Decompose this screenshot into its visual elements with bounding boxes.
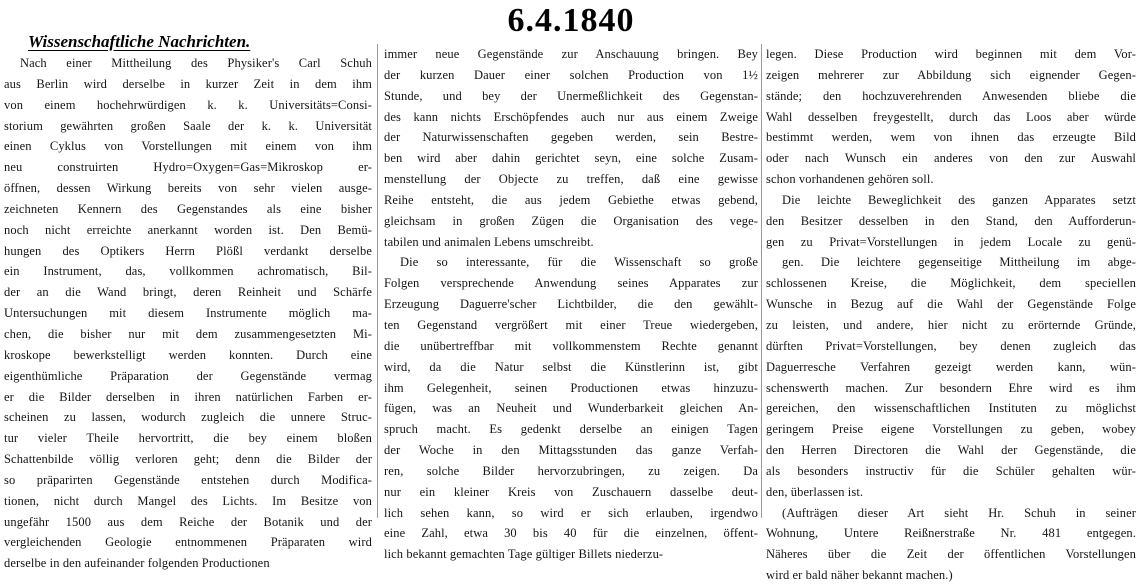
text-line: er die Bilder derselben in ihren natürlichen Farben er-: [4, 389, 372, 404]
text-line: dürften Privat=Vorstellungen, bey denen zugleich das: [766, 338, 1136, 353]
text-line: schon vorhandenen gehören soll.: [766, 172, 934, 187]
text-line: schenswerth machen. Zur besondern Ehre wird es ihm: [766, 380, 1136, 395]
text-column-2: [384, 44, 758, 565]
text-line: Stunde, und bey der Unermeßlichkeit des Gegenstan-: [384, 88, 758, 103]
text-line: die unübertreffbar mit vollkommenstem Rechte genannt: [384, 338, 758, 353]
text-line: ren, solche Bilder hervorzubringen, zu zeigen. Da: [384, 463, 758, 478]
text-line: Daguerresche Verfahren gezeigt werden kann, wün-: [766, 359, 1136, 374]
text-line: tionen, nicht durch Mangel des Lichts. Im Besitze von: [4, 493, 372, 508]
text-line: lich sehen kann, so wird er sich erlauben, irgendwo: [384, 505, 758, 520]
text-line: aus Berlin wird derselbe in kurzer Zeit in dem ihm: [4, 76, 372, 91]
column-divider: [377, 44, 378, 518]
text-line: ten Gegenstand vergrößert mit einer Treue wiedergeben,: [384, 317, 758, 332]
text-line: tur vieler Theile hervortritt, die bey einem bloßen: [4, 431, 372, 446]
text-line: Die leichte Beweglichkeit des ganzen Apparates setzt: [782, 192, 1136, 207]
text-line: der Naturwissenschaften gegeben werden, sein Bestre-: [384, 130, 758, 145]
text-line: einen Cyklus von Vorstellungen mit einem von ihm: [4, 139, 372, 154]
text-line: derselbe in den aufeinander folgenden Productionen: [4, 556, 270, 571]
text-column-3: [766, 44, 1136, 586]
text-line: fügen, was an Neuheit und Wunderbarkeit gleichen An-: [384, 401, 758, 416]
text-line: stände; den hochzuverehrenden Anwesenden bliebe die: [766, 88, 1136, 103]
text-line: legen. Diese Production wird beginnen mit dem Vor-: [766, 47, 1136, 61]
text-column-1: [4, 53, 372, 574]
text-line: noch nicht erreichte anerkannt worden ist. Den Bemü-: [4, 222, 372, 237]
text-line: Folgen versprechende Anwendung seines Apparates zur: [384, 276, 758, 291]
text-line: geringem Preise eigene Vorstellungen zu geben, wobey: [766, 422, 1136, 437]
text-line: ungefähr 1500 aus dem Reiche der Botanik und der: [4, 514, 372, 529]
text-line: Erzeugung Daguerre'scher Lichtbilder, die den gewählt-: [384, 297, 758, 312]
text-line: gen zu Privat=Vorstellungen in jedem Locale zu genü-: [766, 234, 1136, 249]
text-line: oder nach Wunsch ein anderes von den zur Auswahl: [766, 151, 1136, 166]
column-divider: [761, 44, 762, 518]
text-line: storium gewährten großen Saale der k. k. Universität: [4, 118, 372, 133]
text-line: des kann nichts Erschöpfendes auch nur aus einem Zweige: [384, 109, 758, 124]
text-line: so präparirten Gegenstände entstehen durch Modifica-: [4, 472, 372, 487]
text-line: gleichsam in großen Zügen die Organisation des vege-: [384, 213, 758, 228]
text-line: vergleichenden Geologie entnommenen Präparaten wird: [4, 535, 372, 550]
text-line: spruch macht. Es gedenkt derselbe an einigen Tagen: [384, 422, 758, 437]
text-line: den Herren Directoren die Wahl der Gegenstände, die: [766, 443, 1136, 458]
text-line: Untersuchungen mit diesem Instrumente möglich ma-: [4, 306, 372, 321]
text-line: neu construirten Hydro=Oxygen=Gas=Mikroskop er-: [4, 160, 372, 175]
page-date: 6.4.1840: [507, 2, 635, 39]
text-line: der Woche in den Mittagsstunden das ganze Verfah-: [384, 443, 758, 458]
text-line: der an die Wand bringt, deren Reinheit und Schärfe: [4, 285, 372, 300]
text-line: der kurzen Dauer einer solchen Production von 1½: [384, 67, 758, 82]
text-line: zeichneten Kennern des Gegenstandes als eine bisher: [4, 201, 372, 216]
text-line: zu leisten, und andere, hier nicht zu erörternde Gründe,: [766, 317, 1136, 332]
text-line: Wohnung, Untere Reißnerstraße Nr. 481 entgegen.: [766, 526, 1136, 541]
text-line: als besonders instructiv für die Schüler gehalten wür-: [766, 463, 1136, 478]
text-line: eigenthümliche Präparation der Gegenstände vermag: [4, 368, 372, 383]
text-line: bestimmt werden, wem von ihnen das erzeugte Bild: [766, 130, 1136, 145]
text-line: Wunsche in Bezug auf die Wahl der Gegenstände Folge: [766, 297, 1136, 312]
text-line: immer neue Gegenstände zur Anschauung bringen. Bey: [384, 47, 758, 61]
text-line: Wahl desselben freygestellt, durch das Loos aber würde: [766, 109, 1136, 124]
text-line: tabilen und animalen Lebens umschreibt.: [384, 234, 594, 249]
text-line: Schattenbilde völlig verloren geht; denn die Bilder der: [4, 452, 372, 467]
text-line: wird er bald näher bekannt machen.): [766, 568, 953, 583]
text-line: schlossenen Kreise, die Möglichkeit, dem speciellen: [766, 276, 1136, 291]
text-line: kroskope bewerkstelligt werden konnten. Durch eine: [4, 347, 372, 362]
text-line: hungen des Optikers Herrn Plößl verdankt derselbe: [4, 243, 372, 258]
text-line: den, überlassen ist.: [766, 484, 864, 499]
text-line: ihm Gelegenheit, seinen Productionen etwas hinzuzu-: [384, 380, 758, 395]
text-line: von einem hochehrwürdigen k. k. Universitäts=Consi-: [4, 97, 372, 112]
text-line: gereichen, den wissenschaftlichen Instituten zu möglichst: [766, 401, 1136, 416]
text-line: den Besitzer desselben in den Stand, den Aufforderun-: [766, 213, 1136, 228]
text-line: gen. Die leichtere gegenseitige Mittheilung im abge-: [782, 255, 1136, 270]
article-heading: Wissenschaftliche Nachrichten.: [28, 32, 251, 51]
text-line: Nach einer Mittheilung des Physiker's Carl Schuh: [20, 56, 372, 70]
text-line: lich bekannt gemachten Tage gültiger Billets niederzu-: [384, 547, 664, 562]
text-line: scheinen zu lassen, wodurch zugleich die unnere Struc-: [4, 410, 372, 425]
text-line: Reihe entsteht, die aus jedem Gebiethe etwas gebend,: [384, 192, 758, 207]
text-line: Näheres über die Zeit der öffentlichen Vorstellungen: [766, 547, 1136, 562]
text-line: ben wird aber dahin gerichtet seyn, eine solche Zusam-: [384, 151, 758, 166]
text-line: zeigen mehrerer zur Abbildung sich eignender Gegen-: [766, 67, 1136, 82]
text-line: (Aufträgen dieser Art sieht Hr. Schuh in seiner: [782, 505, 1136, 520]
text-line: chen, die bisher nur mit dem zusammengesetzten Mi-: [4, 326, 372, 341]
text-line: ein Instrument, das, vollkommen achromatisch, Bil-: [4, 264, 372, 279]
text-line: menstellung der Objecte zu treffen, daß eine gewisse: [384, 172, 758, 187]
text-line: nur ein kleiner Kreis von Zuschauern dasselbe deut-: [384, 484, 758, 499]
text-line: öffnen, dessen Wirkung bereits von sehr vielen ausge-: [4, 181, 372, 196]
text-line: eine Zahl, etwa 30 bis 40 für die einzelnen, öffent-: [384, 526, 758, 541]
text-line: Die so interessante, für die Wissenschaft so große: [400, 255, 758, 270]
text-line: wird, da die Natur selbst die Künstlerinn ist, gibt: [384, 359, 758, 374]
